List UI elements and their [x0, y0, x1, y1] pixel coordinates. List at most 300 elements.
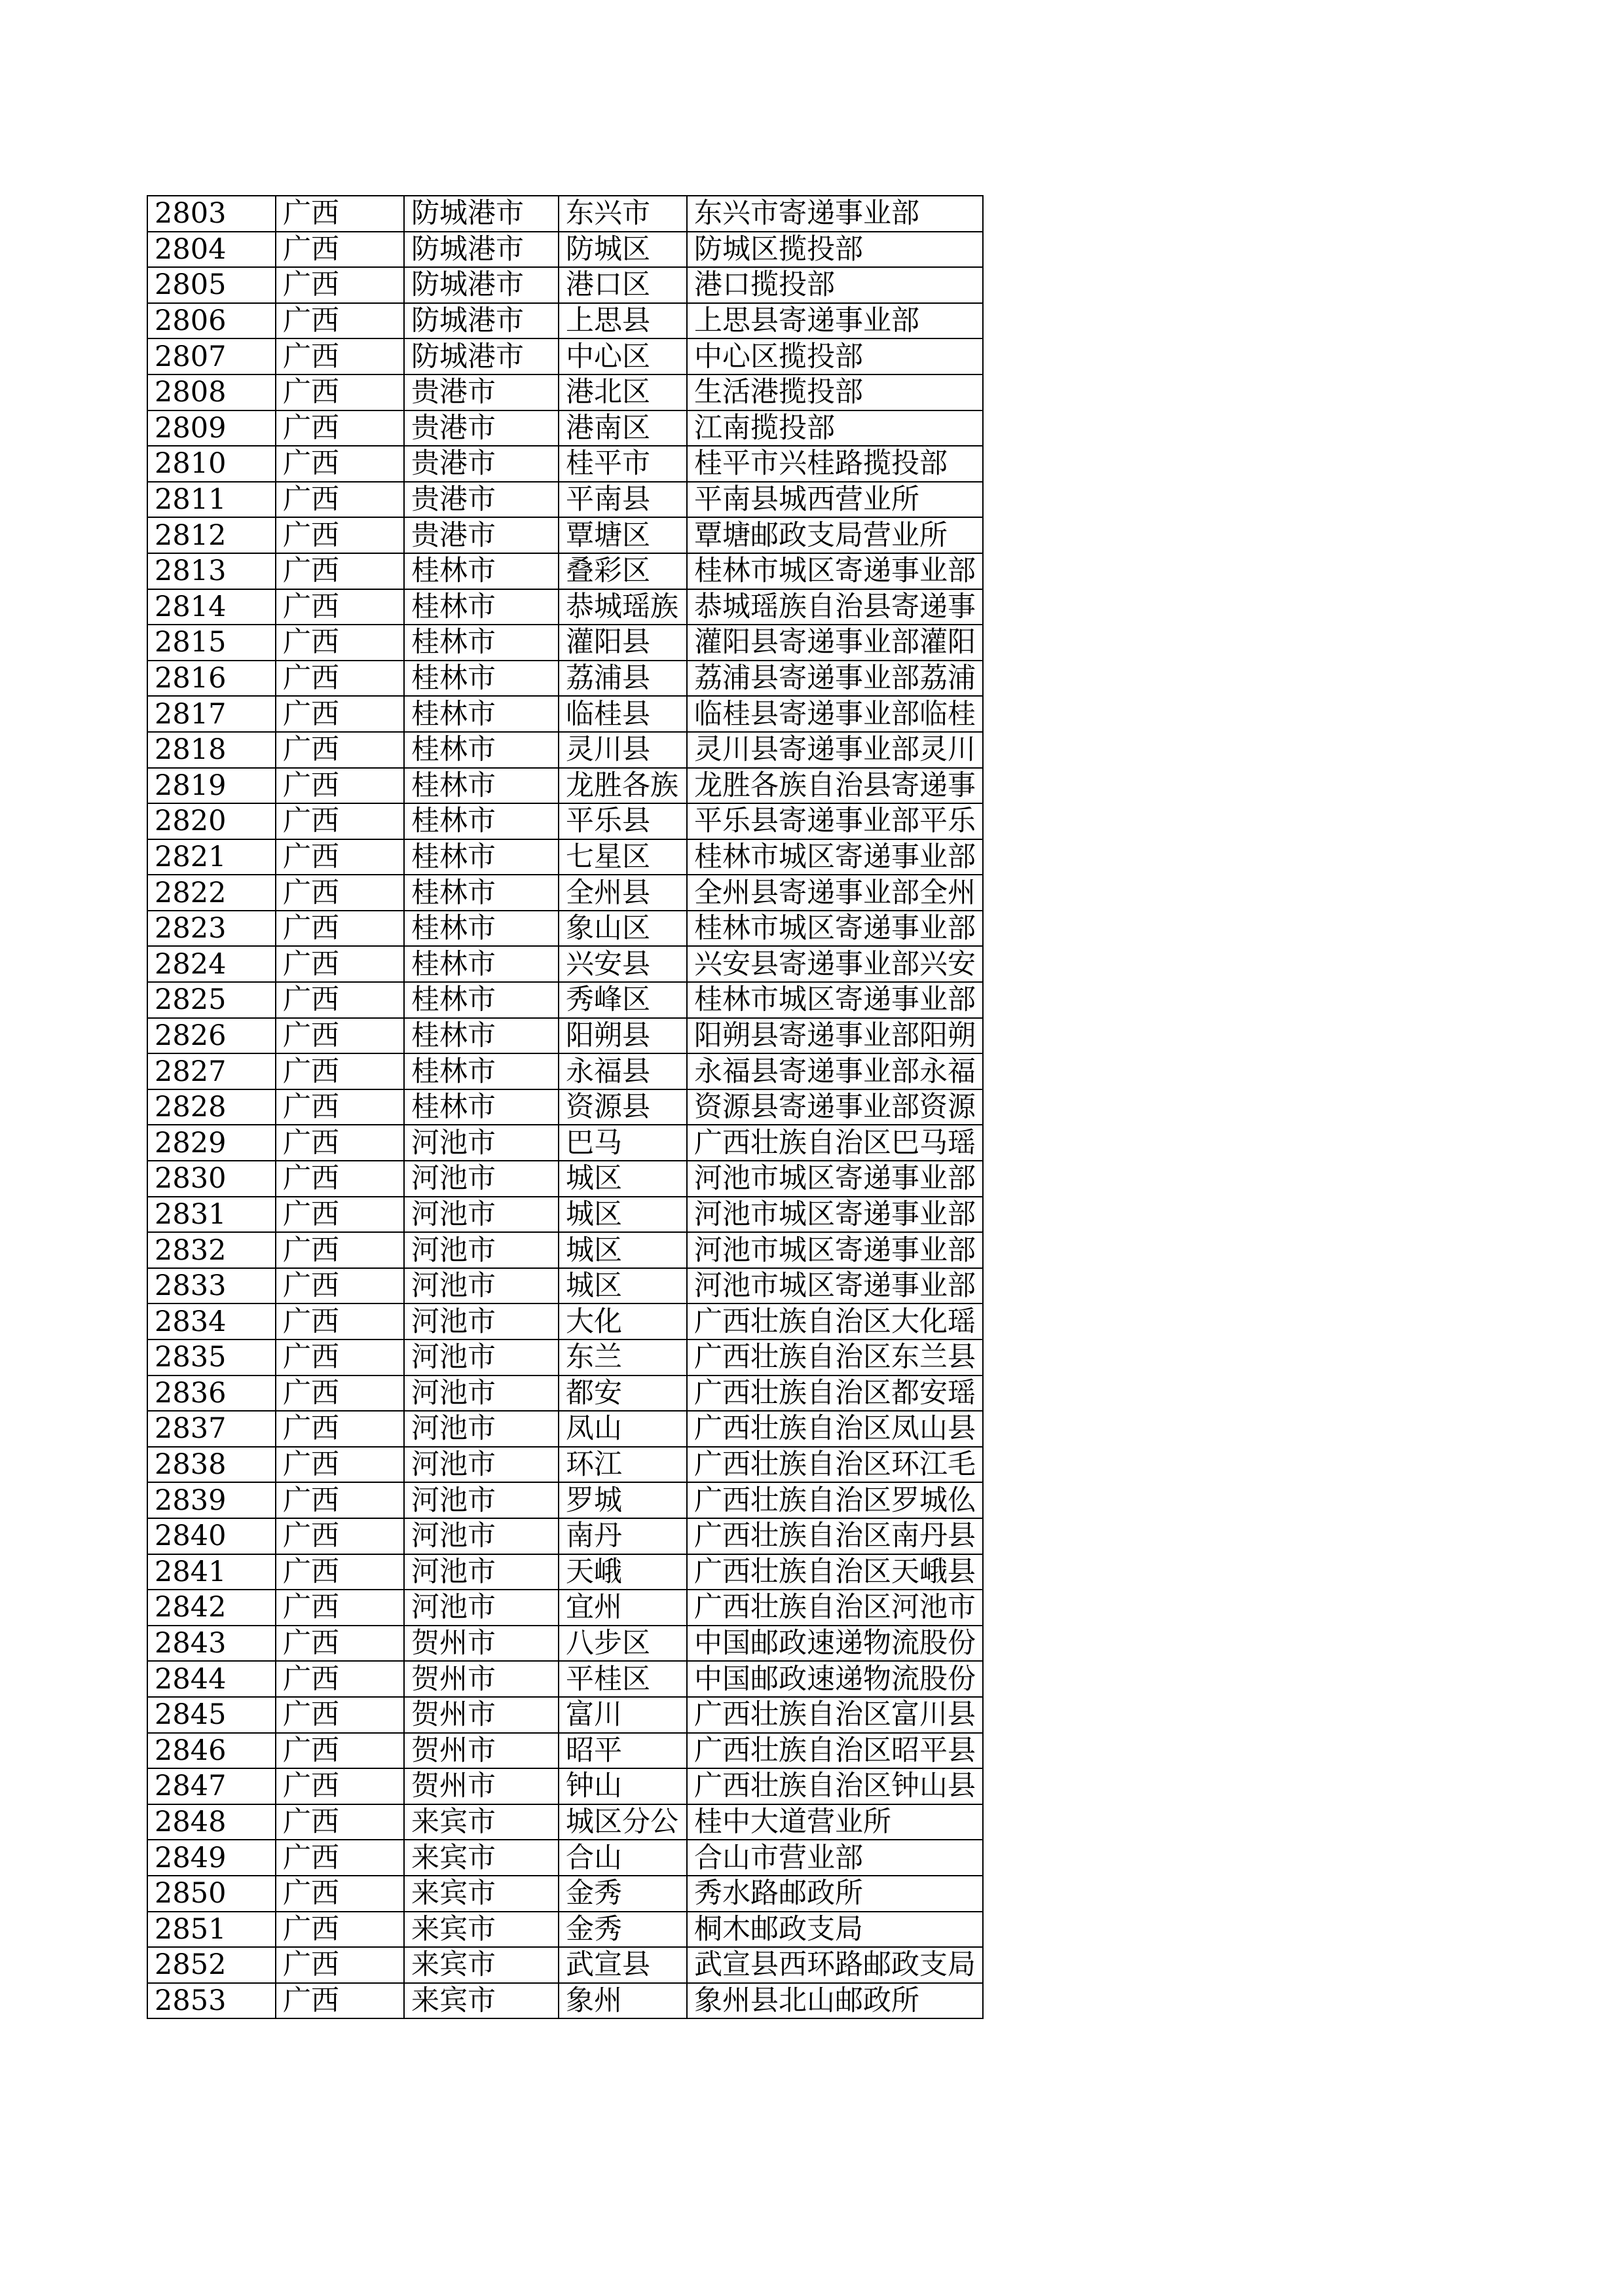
city-cell: 桂林市: [404, 768, 559, 804]
district-cell: 罗城: [559, 1482, 687, 1518]
province-cell: 广西: [276, 696, 404, 732]
province-cell: 广西: [276, 982, 404, 1018]
district-cell: 港南区: [559, 410, 687, 446]
province-cell: 广西: [276, 1947, 404, 1983]
office-name-cell: 合山市营业部: [687, 1840, 983, 1876]
district-cell: 象山区: [559, 911, 687, 947]
province-cell: 广西: [276, 1303, 404, 1339]
district-cell: 全州县: [559, 875, 687, 911]
city-cell: 贵港市: [404, 482, 559, 518]
office-name-cell: 广西壮族自治区环江毛: [687, 1447, 983, 1483]
row-number-cell: 2817: [147, 696, 276, 732]
row-number-cell: 2840: [147, 1518, 276, 1554]
office-name-cell: 荔浦县寄递事业部荔浦: [687, 661, 983, 697]
district-cell: 七星区: [559, 839, 687, 875]
province-cell: 广西: [276, 196, 404, 232]
city-cell: 贵港市: [404, 374, 559, 410]
district-cell: 秀峰区: [559, 982, 687, 1018]
city-cell: 贺州市: [404, 1626, 559, 1662]
province-cell: 广西: [276, 1053, 404, 1089]
table-row: [147, 696, 983, 732]
table-row: [147, 517, 983, 553]
province-cell: 广西: [276, 1876, 404, 1912]
district-cell: 龙胜各族: [559, 768, 687, 804]
district-cell: 阳朔县: [559, 1018, 687, 1054]
table-row: [147, 1661, 983, 1697]
row-number-cell: 2806: [147, 303, 276, 339]
province-cell: 广西: [276, 1840, 404, 1876]
province-cell: 广西: [276, 303, 404, 339]
district-cell: 都安: [559, 1376, 687, 1412]
office-name-cell: 广西壮族自治区罗城仫: [687, 1482, 983, 1518]
district-cell: 天峨: [559, 1554, 687, 1590]
row-number-cell: 2828: [147, 1089, 276, 1125]
row-number-cell: 2839: [147, 1482, 276, 1518]
table-row: [147, 1518, 983, 1554]
row-number-cell: 2837: [147, 1411, 276, 1447]
district-cell: 城区: [559, 1268, 687, 1304]
city-cell: 防城港市: [404, 338, 559, 374]
city-cell: 河池市: [404, 1197, 559, 1233]
district-cell: 荔浦县: [559, 661, 687, 697]
table-row: [147, 1804, 983, 1840]
province-cell: 广西: [276, 839, 404, 875]
table-row: [147, 1912, 983, 1948]
province-cell: 广西: [276, 1125, 404, 1161]
table-row: [147, 589, 983, 625]
office-name-cell: 桐木邮政支局: [687, 1912, 983, 1948]
district-cell: 灵川县: [559, 732, 687, 768]
table-row: [147, 1697, 983, 1733]
district-cell: 灌阳县: [559, 625, 687, 661]
row-number-cell: 2830: [147, 1161, 276, 1197]
province-cell: 广西: [276, 1482, 404, 1518]
city-cell: 桂林市: [404, 1089, 559, 1125]
office-name-cell: 临桂县寄递事业部临桂: [687, 696, 983, 732]
row-number-cell: 2843: [147, 1626, 276, 1662]
district-cell: 叠彩区: [559, 553, 687, 589]
office-name-cell: 生活港揽投部: [687, 374, 983, 410]
office-name-cell: 广西壮族自治区都安瑶: [687, 1376, 983, 1412]
province-cell: 广西: [276, 661, 404, 697]
office-name-cell: 广西壮族自治区钟山县: [687, 1768, 983, 1804]
district-cell: 港北区: [559, 374, 687, 410]
city-cell: 河池市: [404, 1232, 559, 1268]
province-cell: 广西: [276, 1018, 404, 1054]
province-cell: 广西: [276, 803, 404, 839]
city-cell: 河池市: [404, 1339, 559, 1376]
district-cell: 覃塘区: [559, 517, 687, 553]
district-cell: 环江: [559, 1447, 687, 1483]
district-cell: 昭平: [559, 1733, 687, 1769]
city-cell: 贵港市: [404, 517, 559, 553]
city-cell: 桂林市: [404, 732, 559, 768]
city-cell: 贺州市: [404, 1768, 559, 1804]
city-cell: 防城港市: [404, 196, 559, 232]
province-cell: 广西: [276, 1376, 404, 1412]
row-number-cell: 2848: [147, 1804, 276, 1840]
row-number-cell: 2835: [147, 1339, 276, 1376]
province-cell: 广西: [276, 1339, 404, 1376]
province-cell: 广西: [276, 553, 404, 589]
row-number-cell: 2838: [147, 1447, 276, 1483]
table-row: [147, 1768, 983, 1804]
table-row: [147, 625, 983, 661]
office-name-cell: 广西壮族自治区河池市: [687, 1590, 983, 1626]
office-name-cell: 全州县寄递事业部全州: [687, 875, 983, 911]
office-name-cell: 桂中大道营业所: [687, 1804, 983, 1840]
district-cell: 中心区: [559, 338, 687, 374]
district-cell: 防城区: [559, 232, 687, 268]
office-name-cell: 平乐县寄递事业部平乐: [687, 803, 983, 839]
row-number-cell: 2836: [147, 1376, 276, 1412]
province-cell: 广西: [276, 1197, 404, 1233]
row-number-cell: 2820: [147, 803, 276, 839]
city-cell: 来宾市: [404, 1912, 559, 1948]
city-cell: 河池市: [404, 1590, 559, 1626]
province-cell: 广西: [276, 1447, 404, 1483]
district-cell: 武宣县: [559, 1947, 687, 1983]
row-number-cell: 2833: [147, 1268, 276, 1304]
table-row: [147, 1733, 983, 1769]
city-cell: 桂林市: [404, 661, 559, 697]
row-number-cell: 2841: [147, 1554, 276, 1590]
province-cell: 广西: [276, 1411, 404, 1447]
district-cell: 钟山: [559, 1768, 687, 1804]
table-row: [147, 410, 983, 446]
office-name-cell: 广西壮族自治区天峨县: [687, 1554, 983, 1590]
city-cell: 来宾市: [404, 1876, 559, 1912]
office-name-cell: 中国邮政速递物流股份: [687, 1626, 983, 1662]
district-cell: 城区: [559, 1232, 687, 1268]
office-name-cell: 灵川县寄递事业部灵川: [687, 732, 983, 768]
row-number-cell: 2821: [147, 839, 276, 875]
office-name-cell: 上思县寄递事业部: [687, 303, 983, 339]
row-number-cell: 2834: [147, 1303, 276, 1339]
province-cell: 广西: [276, 946, 404, 982]
row-number-cell: 2811: [147, 482, 276, 518]
table-row: [147, 1125, 983, 1161]
province-cell: 广西: [276, 1626, 404, 1662]
city-cell: 桂林市: [404, 875, 559, 911]
city-cell: 桂林市: [404, 946, 559, 982]
office-name-cell: 河池市城区寄递事业部: [687, 1232, 983, 1268]
province-cell: 广西: [276, 1983, 404, 2019]
district-cell: 象州: [559, 1983, 687, 2019]
office-name-cell: 永福县寄递事业部永福: [687, 1053, 983, 1089]
city-cell: 桂林市: [404, 553, 559, 589]
province-cell: 广西: [276, 732, 404, 768]
province-cell: 广西: [276, 1912, 404, 1948]
province-cell: 广西: [276, 1697, 404, 1733]
office-name-cell: 东兴市寄递事业部: [687, 196, 983, 232]
city-cell: 桂林市: [404, 911, 559, 947]
table-row: [147, 768, 983, 804]
city-cell: 防城港市: [404, 232, 559, 268]
province-cell: 广西: [276, 1661, 404, 1697]
province-cell: 广西: [276, 589, 404, 625]
province-cell: 广西: [276, 768, 404, 804]
office-name-cell: 桂林市城区寄递事业部: [687, 553, 983, 589]
province-cell: 广西: [276, 267, 404, 303]
city-cell: 桂林市: [404, 625, 559, 661]
row-number-cell: 2814: [147, 589, 276, 625]
province-cell: 广西: [276, 1554, 404, 1590]
row-number-cell: 2818: [147, 732, 276, 768]
city-cell: 河池市: [404, 1268, 559, 1304]
table-row: [147, 303, 983, 339]
row-number-cell: 2803: [147, 196, 276, 232]
office-name-cell: 广西壮族自治区东兰县: [687, 1339, 983, 1376]
row-number-cell: 2849: [147, 1840, 276, 1876]
district-cell: 桂平市: [559, 446, 687, 482]
table-row: [147, 1303, 983, 1339]
city-cell: 来宾市: [404, 1947, 559, 1983]
district-cell: 城区: [559, 1161, 687, 1197]
office-name-cell: 平南县城西营业所: [687, 482, 983, 518]
row-number-cell: 2832: [147, 1232, 276, 1268]
office-name-cell: 中心区揽投部: [687, 338, 983, 374]
district-cell: 巴马: [559, 1125, 687, 1161]
row-number-cell: 2813: [147, 553, 276, 589]
city-cell: 河池市: [404, 1447, 559, 1483]
district-cell: 金秀: [559, 1876, 687, 1912]
table-row: [147, 232, 983, 268]
table-row: [147, 1197, 983, 1233]
office-name-cell: 广西壮族自治区巴马瑶: [687, 1125, 983, 1161]
district-cell: 富川: [559, 1697, 687, 1733]
province-cell: 广西: [276, 1268, 404, 1304]
row-number-cell: 2804: [147, 232, 276, 268]
table-row: [147, 446, 983, 482]
row-number-cell: 2831: [147, 1197, 276, 1233]
province-cell: 广西: [276, 374, 404, 410]
office-name-cell: 桂林市城区寄递事业部: [687, 839, 983, 875]
district-cell: 合山: [559, 1840, 687, 1876]
district-cell: 金秀: [559, 1912, 687, 1948]
table-row: [147, 374, 983, 410]
city-cell: 桂林市: [404, 803, 559, 839]
office-name-cell: 广西壮族自治区富川县: [687, 1697, 983, 1733]
city-cell: 河池市: [404, 1411, 559, 1447]
table-row: [147, 1268, 983, 1304]
row-number-cell: 2805: [147, 267, 276, 303]
table-row: [147, 1554, 983, 1590]
city-cell: 贺州市: [404, 1697, 559, 1733]
row-number-cell: 2845: [147, 1697, 276, 1733]
province-cell: 广西: [276, 446, 404, 482]
row-number-cell: 2816: [147, 661, 276, 697]
table-row: [147, 803, 983, 839]
province-cell: 广西: [276, 1518, 404, 1554]
row-number-cell: 2807: [147, 338, 276, 374]
table-row: [147, 946, 983, 982]
district-cell: 八步区: [559, 1626, 687, 1662]
district-cell: 资源县: [559, 1089, 687, 1125]
row-number-cell: 2819: [147, 768, 276, 804]
table-row: [147, 1840, 983, 1876]
table-row: [147, 1232, 983, 1268]
table-row: [147, 267, 983, 303]
district-cell: 宜州: [559, 1590, 687, 1626]
table-row: [147, 1053, 983, 1089]
table-row: [147, 338, 983, 374]
province-cell: 广西: [276, 625, 404, 661]
province-cell: 广西: [276, 338, 404, 374]
city-cell: 河池市: [404, 1554, 559, 1590]
table-row: [147, 1590, 983, 1626]
district-cell: 城区: [559, 1197, 687, 1233]
city-cell: 河池市: [404, 1482, 559, 1518]
table-row: [147, 1876, 983, 1912]
table-row: [147, 482, 983, 518]
office-name-cell: 武宣县西环路邮政支局: [687, 1947, 983, 1983]
table-row: [147, 1018, 983, 1054]
office-name-cell: 阳朔县寄递事业部阳朔: [687, 1018, 983, 1054]
office-name-cell: 广西壮族自治区南丹县: [687, 1518, 983, 1554]
city-cell: 防城港市: [404, 303, 559, 339]
district-cell: 东兴市: [559, 196, 687, 232]
district-cell: 东兰: [559, 1339, 687, 1376]
table-body: [147, 196, 983, 2018]
province-cell: 广西: [276, 517, 404, 553]
row-number-cell: 2852: [147, 1947, 276, 1983]
province-cell: 广西: [276, 911, 404, 947]
table-row: [147, 1411, 983, 1447]
office-name-cell: 桂平市兴桂路揽投部: [687, 446, 983, 482]
district-cell: 恭城瑶族: [559, 589, 687, 625]
city-cell: 防城港市: [404, 267, 559, 303]
city-cell: 桂林市: [404, 982, 559, 1018]
row-number-cell: 2812: [147, 517, 276, 553]
office-name-cell: 资源县寄递事业部资源: [687, 1089, 983, 1125]
city-cell: 桂林市: [404, 696, 559, 732]
province-cell: 广西: [276, 1590, 404, 1626]
row-number-cell: 2851: [147, 1912, 276, 1948]
table-row: [147, 1339, 983, 1376]
row-number-cell: 2810: [147, 446, 276, 482]
office-name-cell: 河池市城区寄递事业部: [687, 1268, 983, 1304]
province-cell: 广西: [276, 1768, 404, 1804]
table-row: [147, 1947, 983, 1983]
city-cell: 贵港市: [404, 410, 559, 446]
province-cell: 广西: [276, 1804, 404, 1840]
row-number-cell: 2844: [147, 1661, 276, 1697]
office-name-cell: 江南揽投部: [687, 410, 983, 446]
table-row: [147, 1089, 983, 1125]
province-cell: 广西: [276, 482, 404, 518]
table-row: [147, 1626, 983, 1662]
table-row: [147, 732, 983, 768]
row-number-cell: 2822: [147, 875, 276, 911]
row-number-cell: 2823: [147, 911, 276, 947]
district-cell: 临桂县: [559, 696, 687, 732]
city-cell: 河池市: [404, 1518, 559, 1554]
table-row: [147, 1376, 983, 1412]
row-number-cell: 2815: [147, 625, 276, 661]
row-number-cell: 2826: [147, 1018, 276, 1054]
row-number-cell: 2842: [147, 1590, 276, 1626]
district-cell: 平南县: [559, 482, 687, 518]
row-number-cell: 2853: [147, 1983, 276, 2019]
city-cell: 河池市: [404, 1303, 559, 1339]
province-cell: 广西: [276, 1161, 404, 1197]
city-cell: 来宾市: [404, 1804, 559, 1840]
table-row: [147, 553, 983, 589]
city-cell: 贺州市: [404, 1661, 559, 1697]
table-row: [147, 661, 983, 697]
city-cell: 来宾市: [404, 1983, 559, 2019]
office-name-cell: 兴安县寄递事业部兴安: [687, 946, 983, 982]
data-table: [147, 195, 984, 2019]
table-row: [147, 839, 983, 875]
office-name-cell: 秀水路邮政所: [687, 1876, 983, 1912]
city-cell: 桂林市: [404, 1053, 559, 1089]
city-cell: 桂林市: [404, 1018, 559, 1054]
row-number-cell: 2846: [147, 1733, 276, 1769]
district-cell: 平乐县: [559, 803, 687, 839]
office-name-cell: 广西壮族自治区凤山县: [687, 1411, 983, 1447]
office-name-cell: 桂林市城区寄递事业部: [687, 911, 983, 947]
row-number-cell: 2827: [147, 1053, 276, 1089]
office-name-cell: 象州县北山邮政所: [687, 1983, 983, 2019]
district-cell: 港口区: [559, 267, 687, 303]
table-row: [147, 1482, 983, 1518]
city-cell: 桂林市: [404, 589, 559, 625]
table-row: [147, 982, 983, 1018]
city-cell: 河池市: [404, 1161, 559, 1197]
district-cell: 凤山: [559, 1411, 687, 1447]
city-cell: 来宾市: [404, 1840, 559, 1876]
office-name-cell: 覃塘邮政支局营业所: [687, 517, 983, 553]
office-name-cell: 中国邮政速递物流股份: [687, 1661, 983, 1697]
office-name-cell: 恭城瑶族自治县寄递事: [687, 589, 983, 625]
district-cell: 永福县: [559, 1053, 687, 1089]
office-name-cell: 河池市城区寄递事业部: [687, 1161, 983, 1197]
table-row: [147, 875, 983, 911]
province-cell: 广西: [276, 1232, 404, 1268]
table-row: [147, 1161, 983, 1197]
district-cell: 上思县: [559, 303, 687, 339]
row-number-cell: 2824: [147, 946, 276, 982]
row-number-cell: 2809: [147, 410, 276, 446]
office-name-cell: 桂林市城区寄递事业部: [687, 982, 983, 1018]
office-name-cell: 港口揽投部: [687, 267, 983, 303]
office-name-cell: 龙胜各族自治县寄递事: [687, 768, 983, 804]
city-cell: 桂林市: [404, 839, 559, 875]
office-name-cell: 灌阳县寄递事业部灌阳: [687, 625, 983, 661]
row-number-cell: 2829: [147, 1125, 276, 1161]
city-cell: 河池市: [404, 1376, 559, 1412]
district-cell: 平桂区: [559, 1661, 687, 1697]
city-cell: 河池市: [404, 1125, 559, 1161]
city-cell: 贺州市: [404, 1733, 559, 1769]
district-cell: 大化: [559, 1303, 687, 1339]
table-row: [147, 911, 983, 947]
row-number-cell: 2847: [147, 1768, 276, 1804]
district-cell: 南丹: [559, 1518, 687, 1554]
province-cell: 广西: [276, 1733, 404, 1769]
table-row: [147, 1983, 983, 2019]
district-cell: 城区分公: [559, 1804, 687, 1840]
office-name-cell: 防城区揽投部: [687, 232, 983, 268]
row-number-cell: 2808: [147, 374, 276, 410]
row-number-cell: 2850: [147, 1876, 276, 1912]
province-cell: 广西: [276, 232, 404, 268]
province-cell: 广西: [276, 1089, 404, 1125]
province-cell: 广西: [276, 875, 404, 911]
office-name-cell: 广西壮族自治区大化瑶: [687, 1303, 983, 1339]
